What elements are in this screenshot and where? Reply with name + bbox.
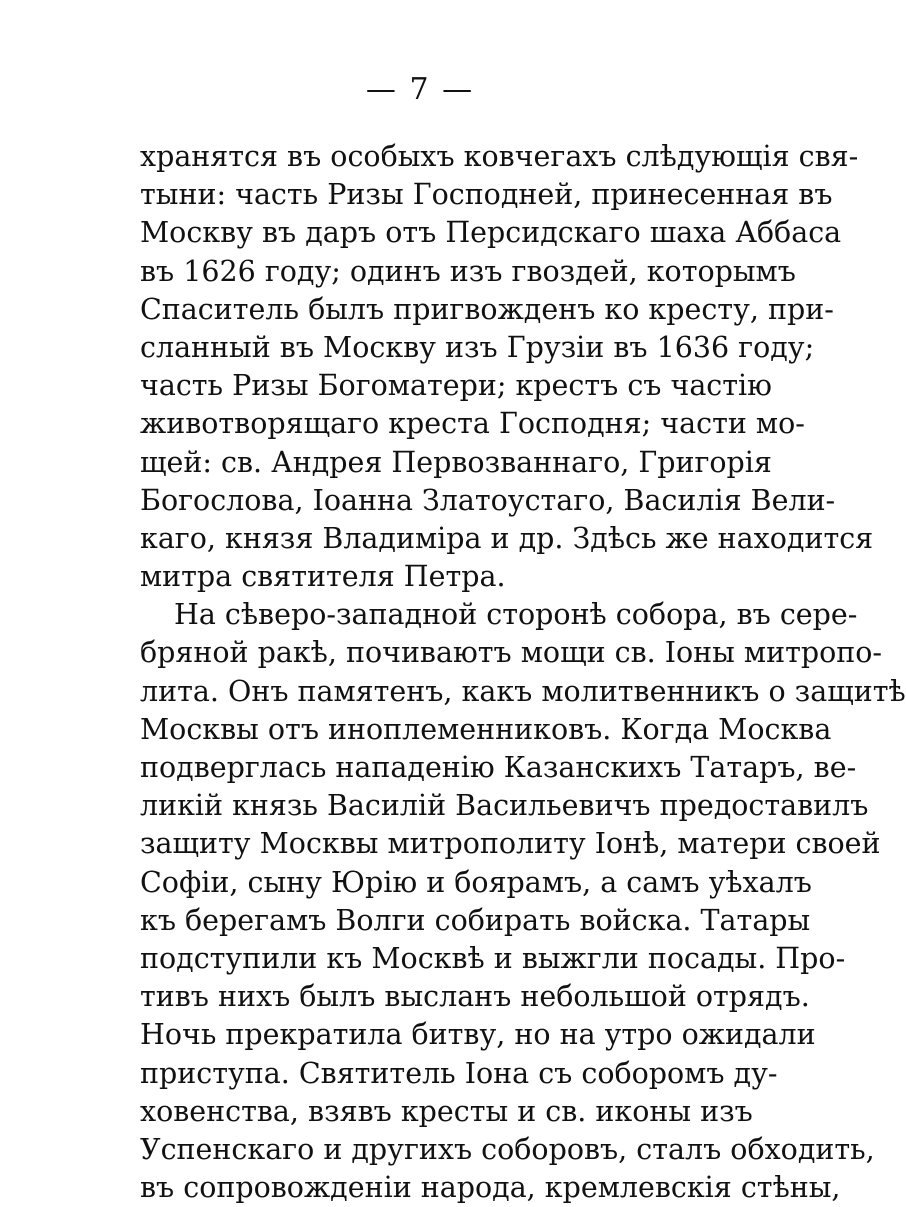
text-line: сланный въ Москву изъ Грузіи въ 1636 году; bbox=[140, 330, 815, 364]
text-line: ликій князь Василій Васильевичъ предоставилъ bbox=[140, 789, 869, 823]
text-line: Москву въ даръ отъ Персидскаго шаха Аббаса bbox=[140, 216, 842, 250]
text-line: тыни: часть Ризы Господней, принесенная въ bbox=[140, 178, 833, 212]
paragraph bbox=[140, 596, 906, 1207]
text-line: подверглась нападенію Казанскихъ Татаръ, ве- bbox=[140, 751, 857, 784]
text-line: Успенскаго и другихъ соборовъ, сталъ обходить, bbox=[140, 1132, 875, 1166]
body-text bbox=[140, 138, 906, 1207]
text-line: Ночь прекратила битву, но на утро ожидали bbox=[140, 1018, 816, 1052]
text-line: защиту Москвы митрополиту Іонѣ, матери своей bbox=[140, 827, 881, 861]
text-line: бряной ракѣ, почиваютъ мощи св. Іоны митропо- bbox=[140, 636, 883, 670]
text-line: приступа. Святитель Іона съ соборомъ ду- bbox=[140, 1056, 778, 1090]
page-number: — 7 — bbox=[365, 72, 475, 107]
text-line: На сѣверо-западной сторонѣ собора, въ сере- bbox=[174, 598, 858, 632]
paragraph bbox=[140, 138, 874, 596]
text-line: щей: св. Андрея Первозваннаго, Григорія bbox=[140, 445, 772, 479]
text-line: каго, князя Владиміра и др. Здѣсь же находится bbox=[140, 521, 874, 555]
text-line: въ сопровожденіи народа, кремлевскія стѣны, bbox=[140, 1171, 841, 1205]
text-line: ховенства, взявъ кресты и св. иконы изъ bbox=[140, 1094, 753, 1128]
text-line: часть Ризы Богоматери; крестъ съ частію bbox=[140, 369, 772, 403]
text-line: животворящаго креста Господня; части мо- bbox=[140, 407, 805, 441]
text-line: Москвы отъ иноплеменниковъ. Когда Москва bbox=[140, 712, 832, 746]
text-line: Софіи, сыну Юрію и боярамъ, а самъ уѣхалъ bbox=[140, 865, 812, 899]
text-line: въ 1626 году; одинъ изъ гвоздей, которымъ bbox=[140, 254, 796, 288]
text-line: Спаситель былъ пригвожденъ ко кресту, при- bbox=[140, 292, 834, 326]
text-line: тивъ нихъ былъ высланъ небольшой отрядъ. bbox=[140, 980, 810, 1014]
text-line: къ берегамъ Волги собирать войска. Татары bbox=[140, 903, 811, 937]
text-line: хранятся въ особыхъ ковчегахъ слѣдующія свя- bbox=[140, 140, 859, 173]
text-line: Богослова, Іоанна Златоустаго, Василія Вели- bbox=[140, 483, 836, 517]
text-line: лита. Онъ памятенъ, какъ молитвенникъ о защитѣ bbox=[140, 674, 906, 708]
text-line: подступили къ Москвѣ и выжгли посады. Про- bbox=[140, 941, 846, 975]
text-line: митра святителя Петра. bbox=[140, 560, 506, 594]
